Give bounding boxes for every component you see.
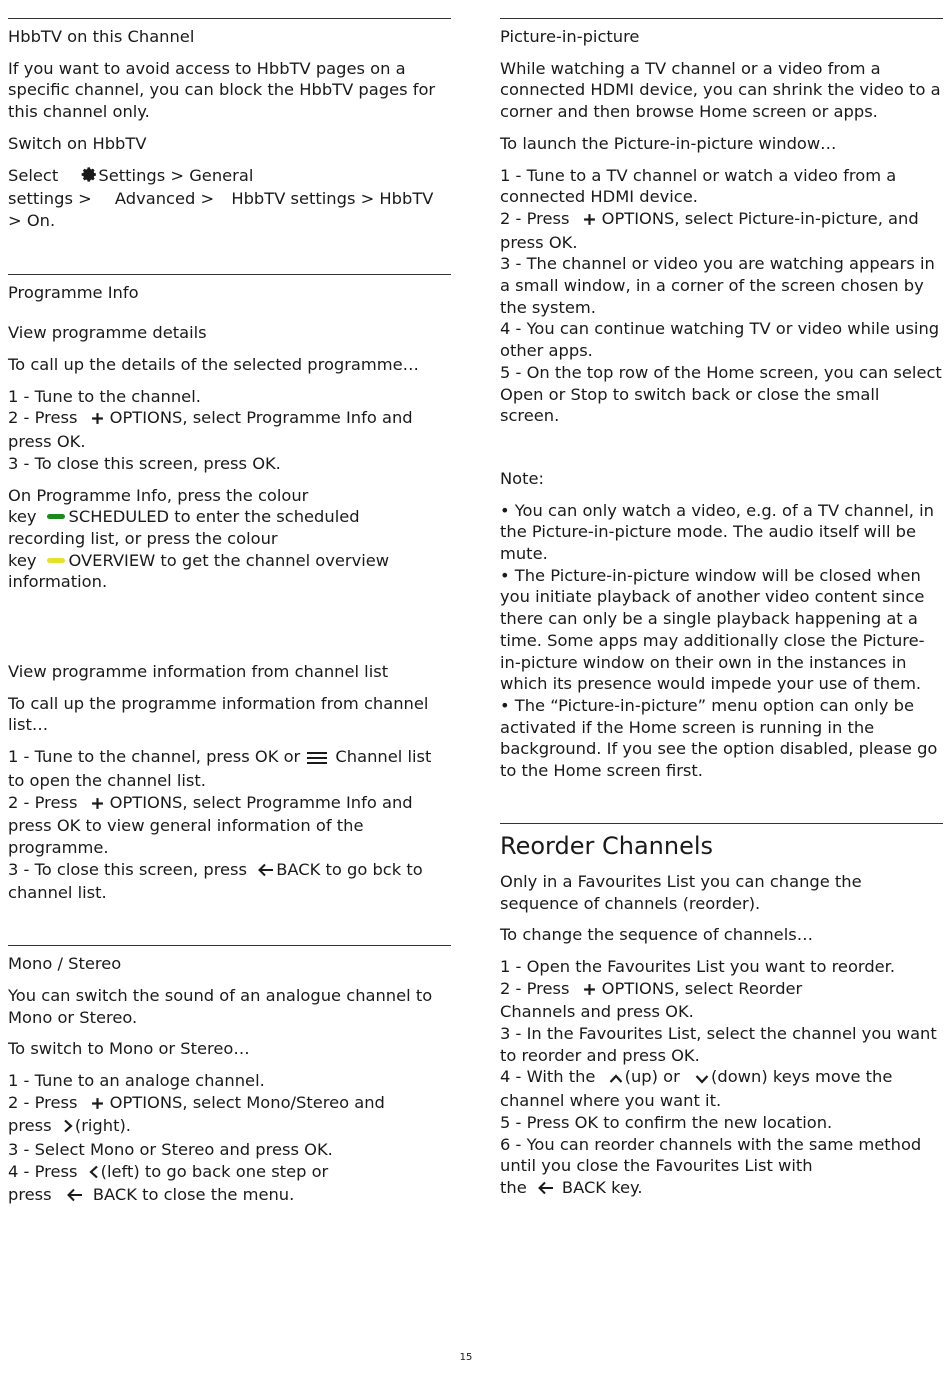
hbbtv-intro: If you want to avoid access to HbbTV pages on a specific channel, you can block the HbbTV pages for this channel only. (8, 58, 436, 122)
pip-notes: • You can only watch a video, e.g. of a TV channel, in the Picture-in-picture mode. The audio itself will be mute. • The Picture-in-picture window will be closed when you initiate playback of another video content since there can only be a single playback happening at a time. Some apps may additionally close the Picture-in-picture window on their own in the instances in which its presence would impede your use of them. • The “Picture-in-picture” menu option can only be activated if the Home screen is running in the background. If you see the option disabled, please go to the Home screen first. (500, 500, 938, 781)
section-divider (8, 274, 451, 275)
hbbtv-title: HbbTV on this Channel (8, 27, 195, 46)
reorder-to-change: To change the sequence of channels… (500, 925, 813, 945)
reorder-title: Reorder Channels (500, 831, 714, 860)
back-arrow-icon (258, 861, 274, 883)
green-key-icon (47, 514, 65, 519)
reorder-steps: 1 - Open the Favourites List you want to reorder. 2 - Press OPTIONS, select Reorder Channels and press OK. 3 - In the Favourites List, select the channel you want to reorder and press OK. 4 - With the (up) or (down) keys move the channel where you want it. 5 - Press OK to confirm the new location. 6 - You can reorder channels with the same method until you close the Favourites List with the BACK key. (500, 956, 943, 1201)
section-divider (8, 945, 451, 946)
chevron-right-icon (63, 1117, 73, 1139)
from-list-title: View programme information from channel list (8, 662, 389, 682)
plus-icon (91, 794, 104, 816)
section-divider (8, 18, 451, 19)
section-divider (500, 823, 943, 824)
left-column (8, 18, 451, 1208)
gear-icon (81, 166, 98, 189)
from-list-steps: 1 - Tune to the channel, press OK or Channel list to open the channel list. 2 - Press OPTIONS, select Programme Info and press OK to view general information of the programme. 3 - To close this screen, press BACK to go bck to channel list. (8, 747, 432, 903)
pip-steps: 1 - Tune to a TV channel or watch a video from a connected HDMI device. 2 - Press OPTIONS, select Picture-in-picture, and press OK. 3 - The channel or video you are watching appears in a small window, in a corner of the screen chosen by the system. 4 - You can continue watching TV or video while using other apps. 5 - On the top row of the Home screen, you can select Open or Stop to switch back or close the small screen. (500, 165, 942, 426)
programme-info-title: Programme Info (8, 282, 139, 302)
hbbtv-path: Select Settings > General settings > Advanced > HbbTV settings > HbbTV > On. (8, 165, 434, 230)
page-number: 15 (459, 1352, 473, 1363)
chevron-down-icon (695, 1068, 709, 1090)
view-programme-details-title: View programme details (8, 323, 207, 343)
right-column (500, 18, 943, 1201)
programme-steps: 1 - Tune to the channel. 2 - Press OPTIONS, select Programme Info and press OK. 3 - To close this screen, press OK. (8, 386, 413, 473)
mono-stereo-title: Mono / Stereo (8, 954, 122, 974)
pip-launch: To launch the Picture-in-picture window… (500, 133, 837, 153)
plus-icon (583, 210, 596, 232)
pip-note-label: Note: (500, 468, 545, 488)
back-arrow-icon (67, 1186, 83, 1208)
section-divider (500, 18, 943, 19)
yellow-key-icon (47, 558, 65, 563)
pip-intro: While watching a TV channel or a video from a connected HDMI device, you can shrink the video to a corner and then browse Home screen or apps. (500, 58, 941, 122)
reorder-intro: Only in a Favourites List you can change the sequence of channels (reorder). (500, 871, 862, 913)
programme-colour-keys: On Programme Info, press the colour key SCHEDULED to enter the scheduled recording list, or press the colour key OVERVIEW to get the channel overview information. (8, 485, 390, 592)
back-arrow-icon (538, 1179, 554, 1201)
pip-title: Picture-in-picture (500, 27, 640, 46)
list-icon (307, 748, 327, 770)
mono-intro: You can switch the sound of an analogue channel to Mono or Stereo. (8, 985, 433, 1027)
chevron-up-icon (609, 1068, 623, 1090)
from-list-intro: To call up the programme information from channel list… (8, 693, 429, 735)
mono-steps: 1 - Tune to an analoge channel. 2 - Press OPTIONS, select Mono/Stereo and press (right). 3 - Select Mono or Stereo and press OK. 4 - Press (left) to go back one step or press BACK to close the menu. (8, 1070, 451, 1208)
plus-icon (583, 980, 596, 1002)
chevron-left-icon (89, 1163, 99, 1185)
switch-hbbtv-title: Switch on HbbTV (8, 133, 147, 153)
mono-to-switch: To switch to Mono or Stereo… (8, 1039, 250, 1059)
plus-icon (91, 1094, 104, 1116)
plus-icon (91, 409, 104, 431)
programme-intro: To call up the details of the selected programme… (8, 355, 419, 375)
